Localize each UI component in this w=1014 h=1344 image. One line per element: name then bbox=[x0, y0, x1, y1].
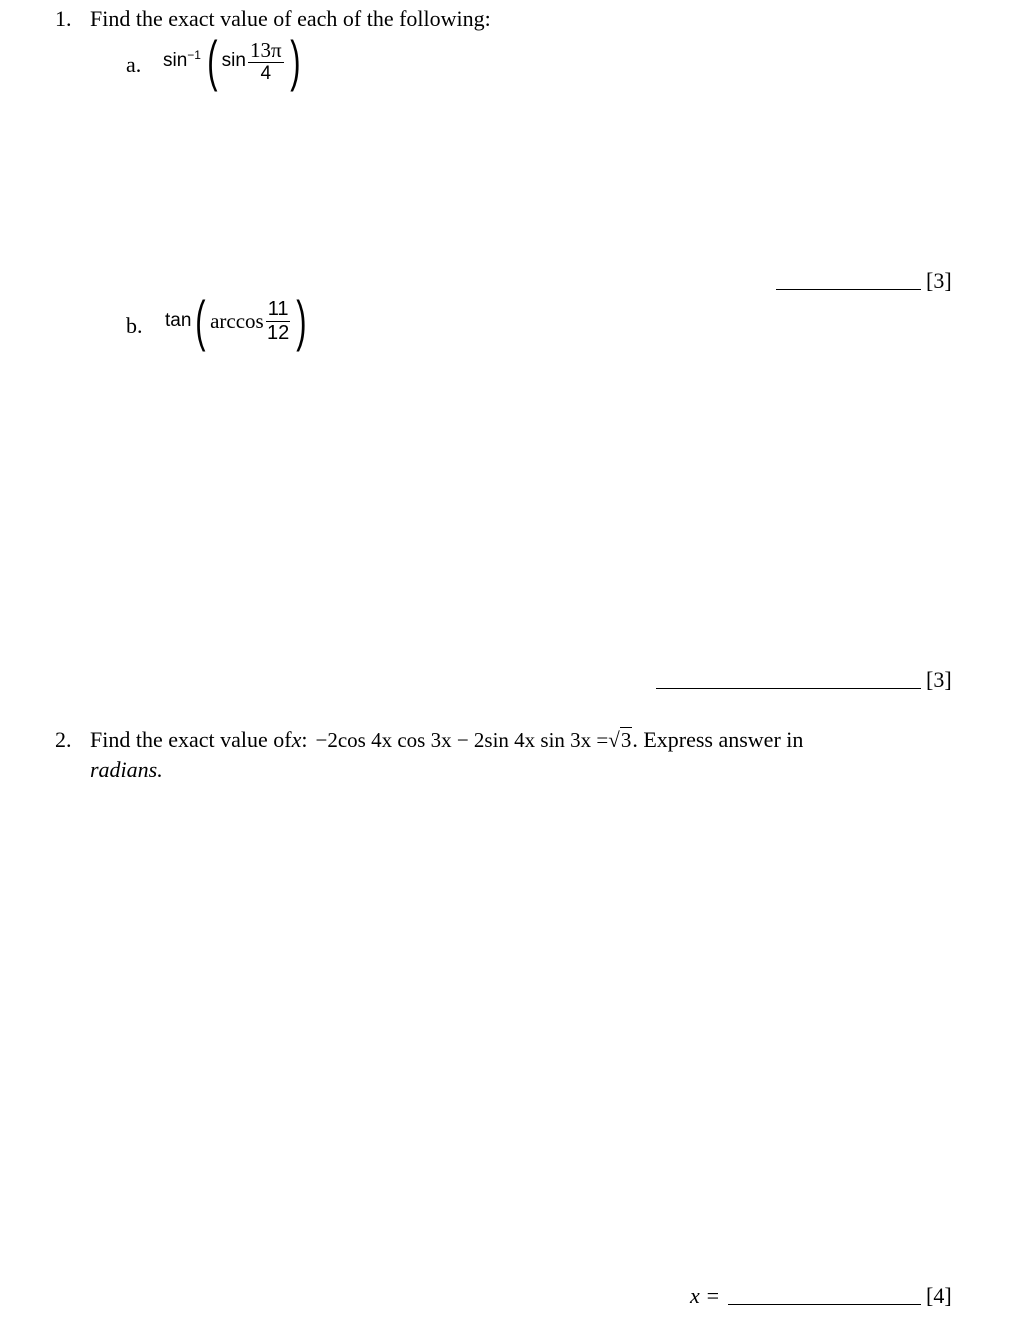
q2-sqrt bbox=[608, 728, 632, 753]
q1b-frac-num: 11 bbox=[267, 297, 289, 320]
q1a-right-paren: ) bbox=[289, 29, 301, 92]
q1-number: 1. bbox=[55, 6, 72, 31]
q1b-answer-blank[interactable] bbox=[656, 688, 921, 689]
q1a-left-paren: ( bbox=[207, 29, 218, 92]
q2-answer-blank[interactable] bbox=[728, 1304, 921, 1305]
sqrt-symbol-icon: √ bbox=[608, 728, 620, 752]
q2-colon: : bbox=[301, 727, 308, 752]
q2-var: x bbox=[291, 727, 302, 752]
q1a-fraction bbox=[248, 39, 284, 84]
q2-prompt-line2: radians. bbox=[90, 757, 163, 782]
q1b-left-paren: ( bbox=[195, 289, 206, 352]
q1b-fraction bbox=[266, 299, 291, 344]
q1a-outer-func: sin bbox=[163, 50, 188, 72]
q1-prompt: Find the exact value of each of the following: bbox=[90, 6, 491, 31]
q2-equation: −2cos 4x cos 3x − 2sin 4x sin 3x = bbox=[315, 728, 609, 752]
q2-answer-label: x = bbox=[690, 1283, 721, 1308]
q1a-inverse-sup: −1 bbox=[187, 48, 201, 63]
q1b-label: b. bbox=[126, 313, 143, 338]
q1a-frac-num: 13π bbox=[249, 37, 282, 62]
q1a-marks: [3] bbox=[926, 268, 952, 293]
q1a-frac-den: 4 bbox=[260, 62, 272, 84]
q1b-expression bbox=[165, 289, 311, 352]
q2-sqrt-arg: 3 bbox=[620, 728, 632, 752]
q1b-marks: [3] bbox=[926, 667, 952, 692]
q1b-right-paren: ) bbox=[296, 289, 307, 352]
q2-prompt-end: . Express answer in bbox=[632, 727, 804, 752]
q1a-inner-func: sin bbox=[221, 50, 246, 72]
q1b-inner-func: arccos bbox=[210, 308, 264, 333]
q1b-outer-func: tan bbox=[165, 310, 192, 332]
q1b-frac-den: 12 bbox=[266, 321, 290, 344]
q2-prompt bbox=[90, 727, 803, 753]
q2-number: 2. bbox=[55, 727, 72, 752]
q1a-answer-blank[interactable] bbox=[776, 289, 921, 290]
q1a-label: a. bbox=[126, 52, 142, 77]
q1a-expression bbox=[163, 29, 304, 92]
q2-marks: [4] bbox=[926, 1283, 952, 1308]
q2-prompt-start: Find the exact value of bbox=[90, 727, 292, 752]
